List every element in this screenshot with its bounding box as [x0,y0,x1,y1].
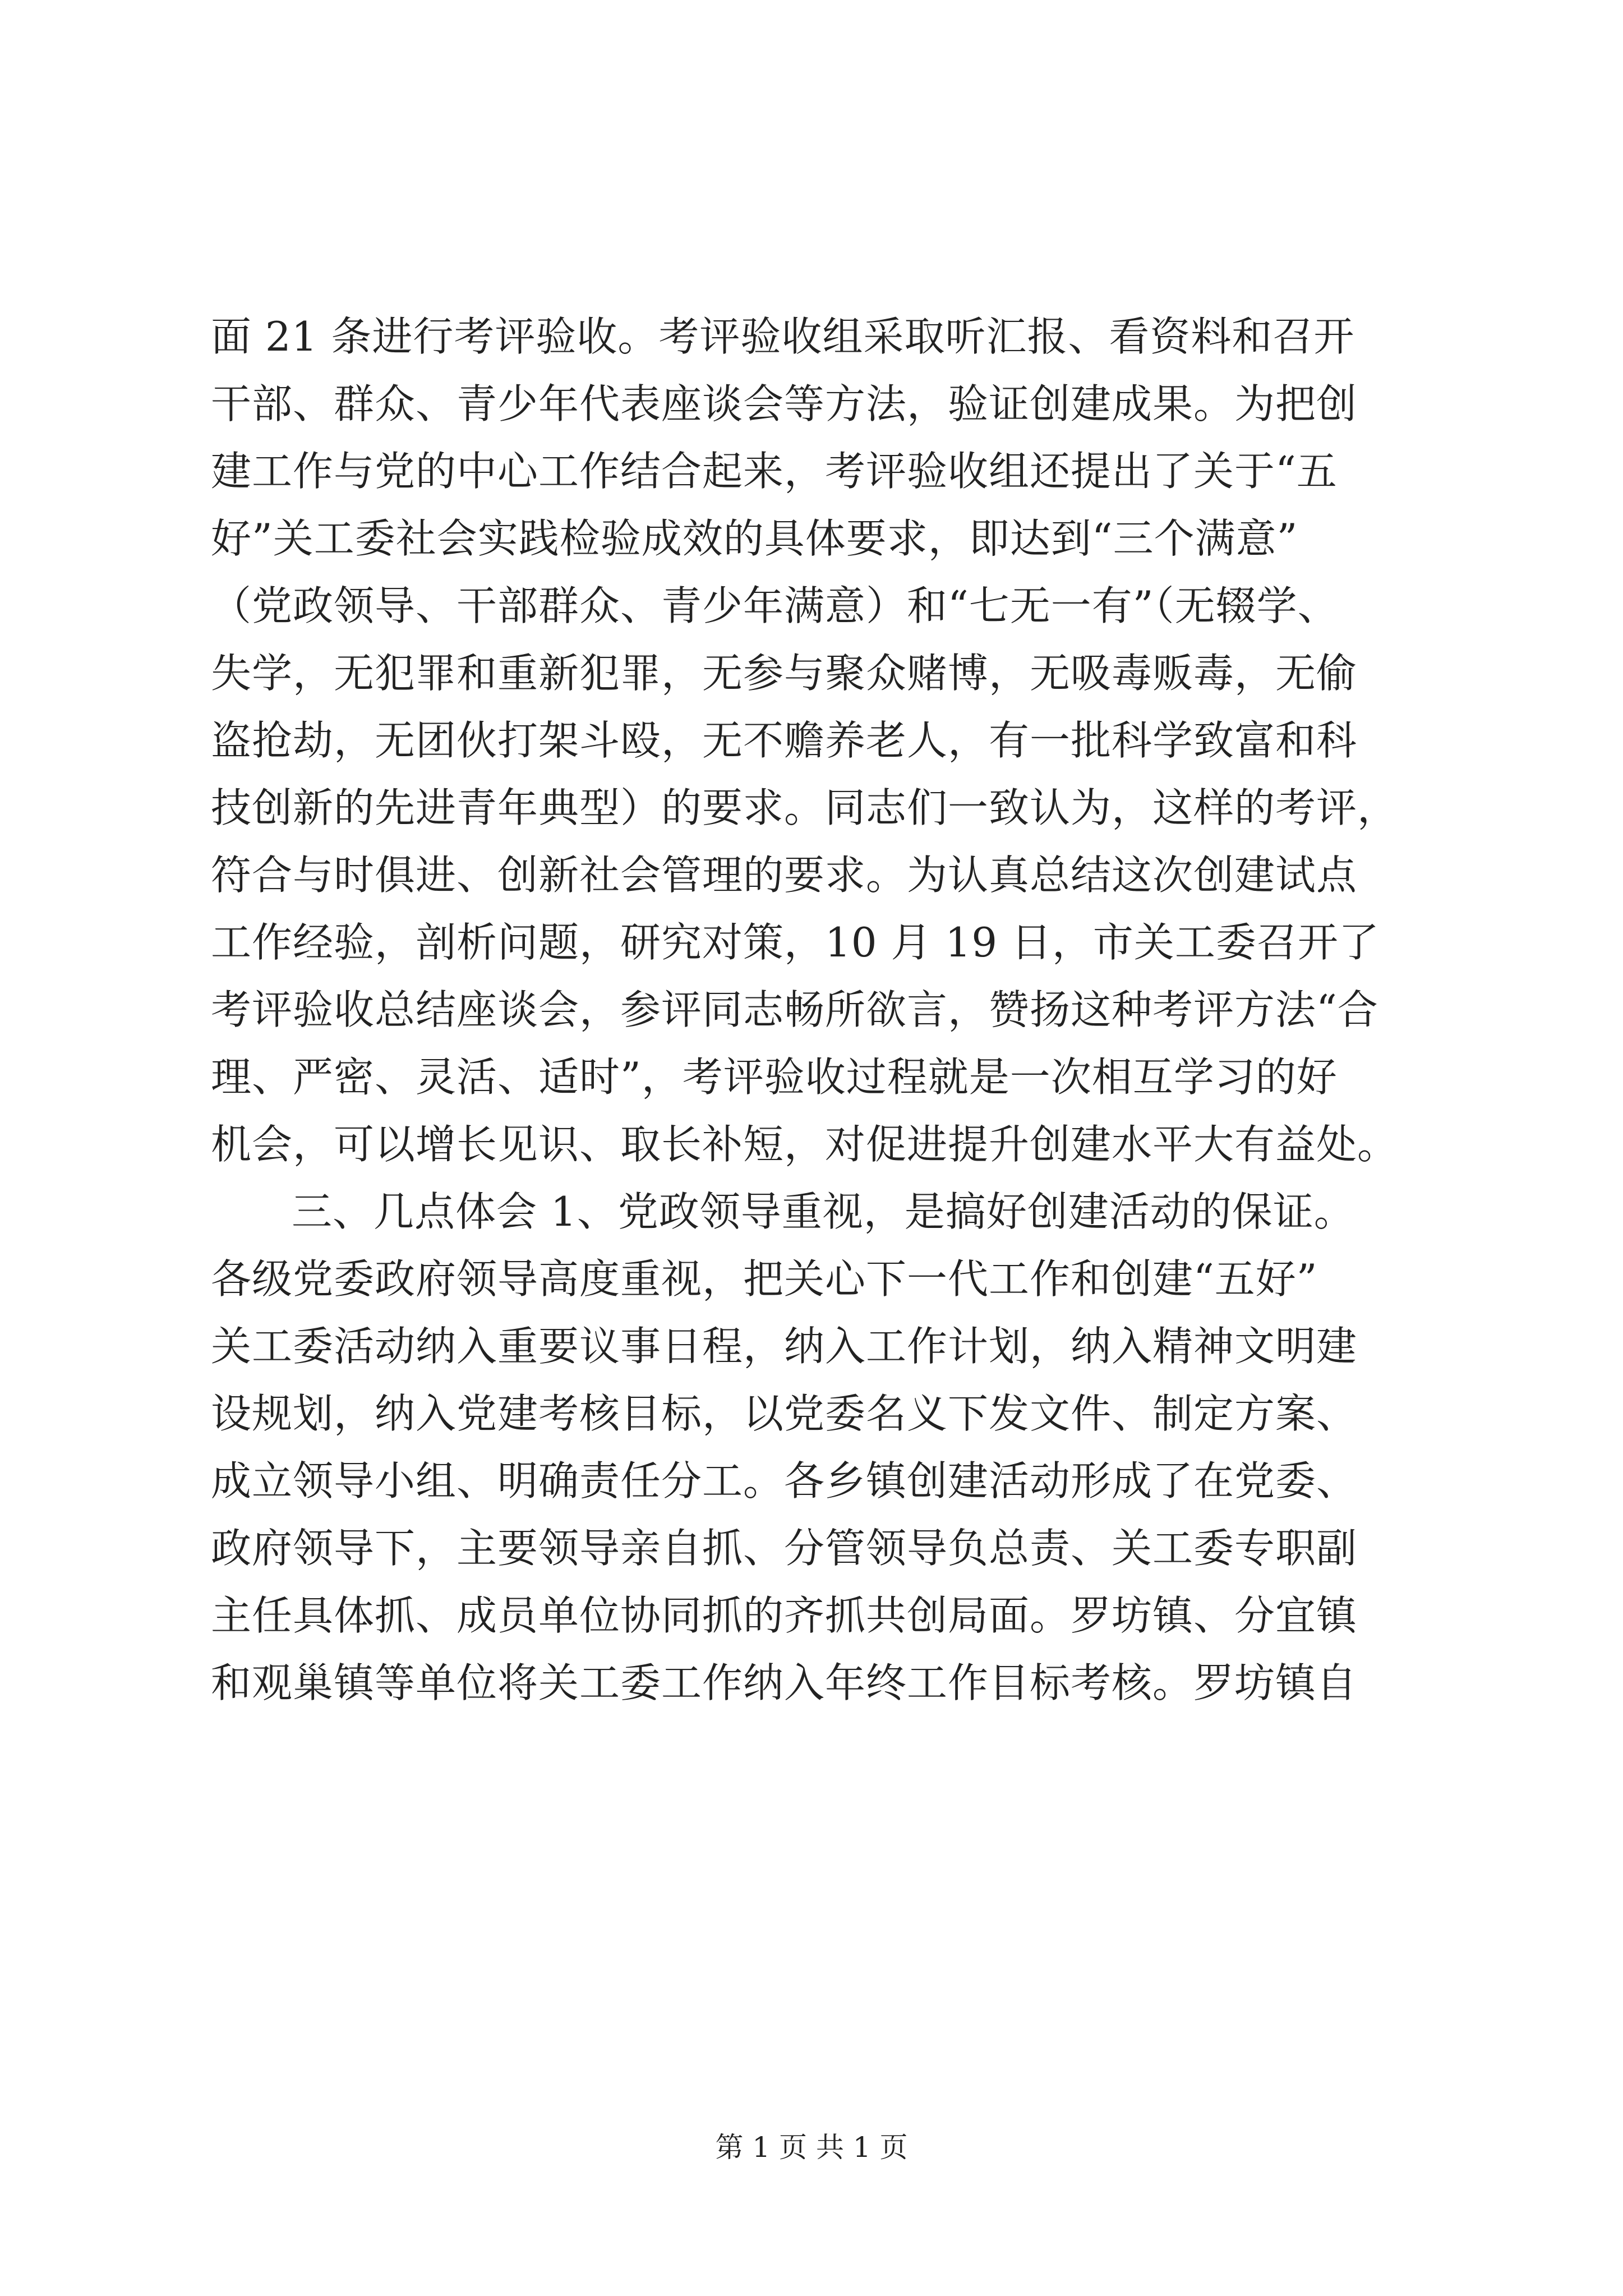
text-line: 工作经验，剖析问题，研究对策，10 月 19 日，市关工委召开了 [211,919,1380,966]
text-line: 成立领导小组、明确责任分工。各乡镇创建活动形成了在党委、 [211,1457,1358,1504]
text-line: 考评验收总结座谈会，参评同志畅所欲言，赞扬这种考评方法“合 [211,986,1378,1033]
text-line: 建工作与党的中心工作结合起来，考评验收组还提出了关于“五 [211,448,1338,495]
text-line: 符合与时俱进、创新社会管理的要求。为认真总结这次创建试点 [211,852,1358,899]
text-line: 政府领导下，主要领导亲自抓、分管领导负总责、关工委专职副 [211,1525,1358,1572]
text-line: 技创新的先进青年典型）的要求。同志们一致认为，这样的考评， [211,784,1399,831]
text-line: 各级党委政府领导高度重视，把关心下一代工作和创建“五好” [211,1255,1318,1303]
body-text [211,303,1417,1717]
page-footer: 第 1 页 共 1 页 [715,2131,908,2164]
text-line: 面 21 条进行考评验收。考评验收组采取听汇报、看资料和召开 [211,313,1355,360]
text-line: 设规划，纳入党建考核目标，以党委名义下发文件、制定方案、 [211,1390,1358,1437]
text-line: 好”关工委社会实践检验成效的具体要求，即达到“三个满意” [211,515,1298,562]
section-heading-line: 三、几点体会 1、党政领导重视，是搞好创建活动的保证。 [292,1188,1355,1235]
text-line: 干部、群众、青少年代表座谈会等方法，验证创建成果。为把创 [211,380,1358,427]
text-line: 和观巢镇等单位将关工委工作纳入年终工作目标考核。罗坊镇自 [211,1659,1358,1706]
text-line: 理、严密、灵活、适时”，考评验收过程就是一次相互学习的好 [211,1053,1338,1101]
text-line: 机会，可以增长见识、取长补短，对促进提升创建水平大有益处。 [211,1121,1399,1168]
text-line: 失学，无犯罪和重新犯罪，无参与聚众赌博，无吸毒贩毒，无偷 [211,650,1358,697]
text-line: 主任具体抓、成员单位协同抓的齐抓共创局面。罗坊镇、分宜镇 [211,1592,1358,1639]
text-line: 关工委活动纳入重要议事日程，纳入工作计划，纳入精神文明建 [211,1323,1358,1370]
text-line: 盗抢劫，无团伙打架斗殴，无不赡养老人，有一批科学致富和科 [211,717,1358,764]
text-line: （党政领导、干部群众、青少年满意）和“七无一有”（无辍学、 [211,582,1339,629]
